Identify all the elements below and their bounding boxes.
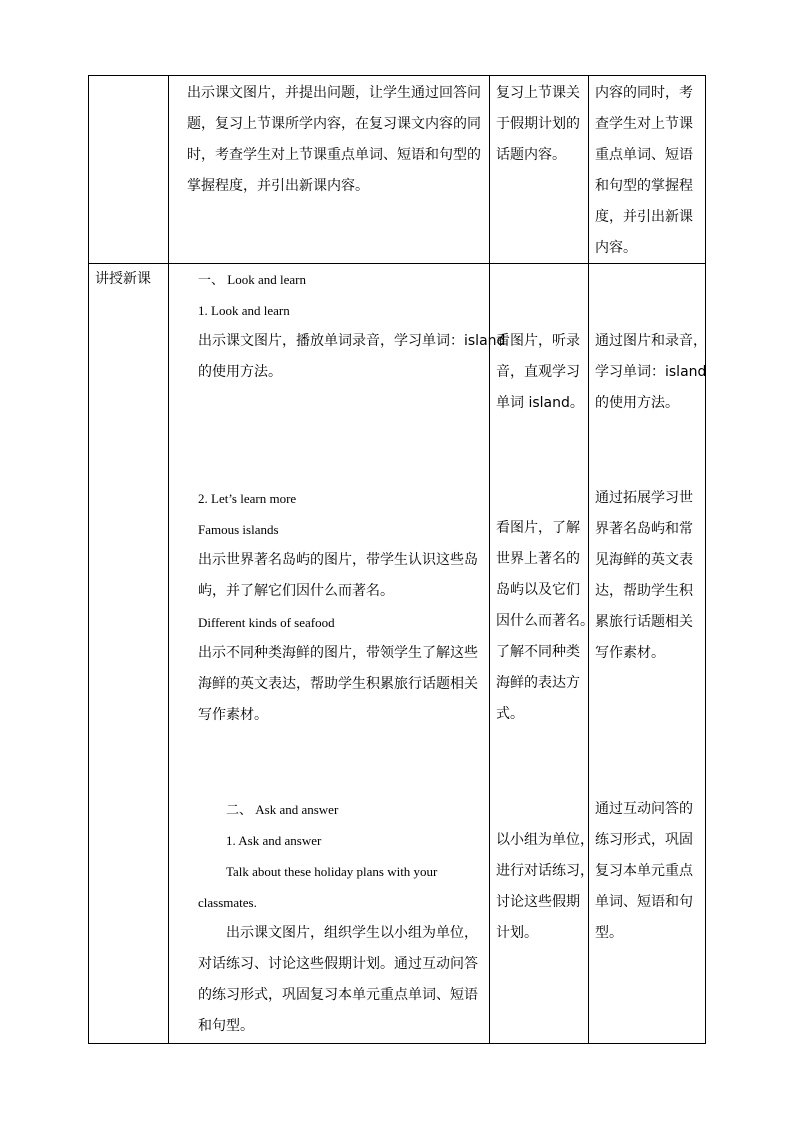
section1-purpose: [595, 326, 707, 419]
text-line: 通过拓展学习世: [595, 490, 693, 506]
text-line: 于假期计划的: [496, 116, 580, 132]
text-line: 出示课文图片，播放单词录音，学习单词：island: [198, 333, 506, 349]
section-heading: 二、 Ask and answer: [226, 802, 339, 817]
column-divider-1: [168, 75, 169, 1044]
column-divider-2: [489, 75, 490, 1044]
text-line: 累旅行话题相关: [595, 614, 693, 630]
section3-student: [496, 825, 594, 949]
section2-student: [496, 513, 594, 730]
text-line: 音，直观学习: [496, 364, 580, 380]
section3-purpose: [595, 794, 693, 949]
text-line: 话题内容。: [496, 147, 566, 163]
text-line: 看图片，听录: [496, 333, 580, 349]
text-line: 岛屿以及它们: [496, 582, 580, 598]
text-line: 达，帮助学生积: [595, 583, 693, 599]
text-line: 海鲜的英文表达，帮助学生积累旅行话题相关: [198, 676, 478, 692]
stage-label: [95, 264, 151, 295]
section1-student: [496, 326, 584, 419]
text-line: 见海鲜的英文表: [595, 552, 693, 568]
text-line: 时，考查学生对上节课重点单词、短语和句型的: [187, 147, 481, 163]
text-line: 题，复习上节课所学内容，在复习课文内容的同: [187, 116, 481, 132]
text-line: 学习单词：island: [595, 364, 707, 380]
text-line: 海鲜的表达方: [496, 675, 580, 691]
text-line: 以小组为单位，: [496, 832, 594, 848]
text-line: 复习本单元重点: [595, 863, 693, 879]
table-border-bottom: [88, 1043, 706, 1044]
text-line: 和句型的掌握程: [595, 178, 693, 194]
text-line: 进行对话练习，: [496, 863, 594, 879]
text-line: 查学生对上节课: [595, 116, 693, 132]
section1-process: [198, 264, 505, 388]
text-line: 型。: [595, 925, 623, 941]
text-line: 了解不同种类: [496, 644, 580, 660]
section3-process: [198, 794, 478, 1042]
text-line: 屿，并了解它们因什么而著名。: [198, 583, 394, 599]
lesson-plan-table: [88, 75, 706, 1044]
text-line: 世界上著名的: [496, 551, 580, 567]
text-line: 的使用方法。: [198, 364, 282, 380]
text-line: 通过图片和录音，: [595, 333, 707, 349]
row1-purpose-cell: [595, 78, 693, 264]
text-line: 的使用方法。: [595, 395, 679, 411]
table-border-right: [705, 75, 706, 1044]
section2-process: [198, 483, 478, 731]
text-line: 看图片，了解: [496, 520, 580, 536]
text-line: 计划。: [496, 925, 538, 941]
section2-purpose: [595, 483, 693, 669]
text-line: 重点单词、短语: [595, 147, 693, 163]
topic-label: Famous islands: [198, 522, 279, 537]
section-subheading: 2. Let’s learn more: [198, 491, 297, 506]
text-line: 写作素材。: [595, 645, 665, 661]
text-line: 出示世界著名岛屿的图片，带学生认识这些岛: [198, 552, 478, 568]
text-line: 界著名岛屿和常: [595, 521, 693, 537]
text-line: Talk about these holiday plans with your: [226, 864, 438, 879]
text-line: 讨论这些假期: [496, 894, 580, 910]
text-line: 写作素材。: [198, 707, 268, 723]
text-line: 单词、短语和句: [595, 894, 693, 910]
section-subheading: 1. Ask and answer: [226, 833, 322, 848]
text-line: 因什么而著名。: [496, 613, 594, 629]
text-line: 的练习形式，巩固复习本单元重点单词、短语: [198, 987, 478, 1003]
section-subheading: 1. Look and learn: [198, 303, 290, 318]
text-line: classmates.: [198, 895, 257, 910]
text-line: 和句型。: [198, 1018, 254, 1034]
topic-label: Different kinds of seafood: [198, 615, 335, 630]
text-line: 复习上节课关: [496, 85, 580, 101]
text-line: 对话练习、讨论这些假期计划。通过互动问答: [198, 956, 478, 972]
table-border-top: [88, 75, 706, 76]
text-line: 内容。: [595, 240, 637, 256]
stage-label-text: 讲授新课: [95, 271, 151, 287]
text-line: 出示不同种类海鲜的图片，带领学生了解这些: [198, 645, 478, 661]
row1-student-cell: [496, 78, 580, 171]
text-line: 练习形式，巩固: [595, 832, 693, 848]
text-line: 度，并引出新课: [595, 209, 693, 225]
text-line: 单词 island。: [496, 395, 584, 411]
section-heading: 一、 Look and learn: [198, 272, 306, 287]
row1-process-cell: [187, 78, 481, 202]
text-line: 内容的同时，考: [595, 85, 693, 101]
table-border-left: [88, 75, 89, 1044]
text-line: 出示课文图片，组织学生以小组为单位，: [226, 925, 478, 941]
text-line: 通过互动问答的: [595, 801, 693, 817]
text-line: 掌握程度，并引出新课内容。: [187, 178, 369, 194]
text-line: 出示课文图片，并提出问题，让学生通过回答问: [187, 85, 481, 101]
text-line: 式。: [496, 706, 524, 722]
